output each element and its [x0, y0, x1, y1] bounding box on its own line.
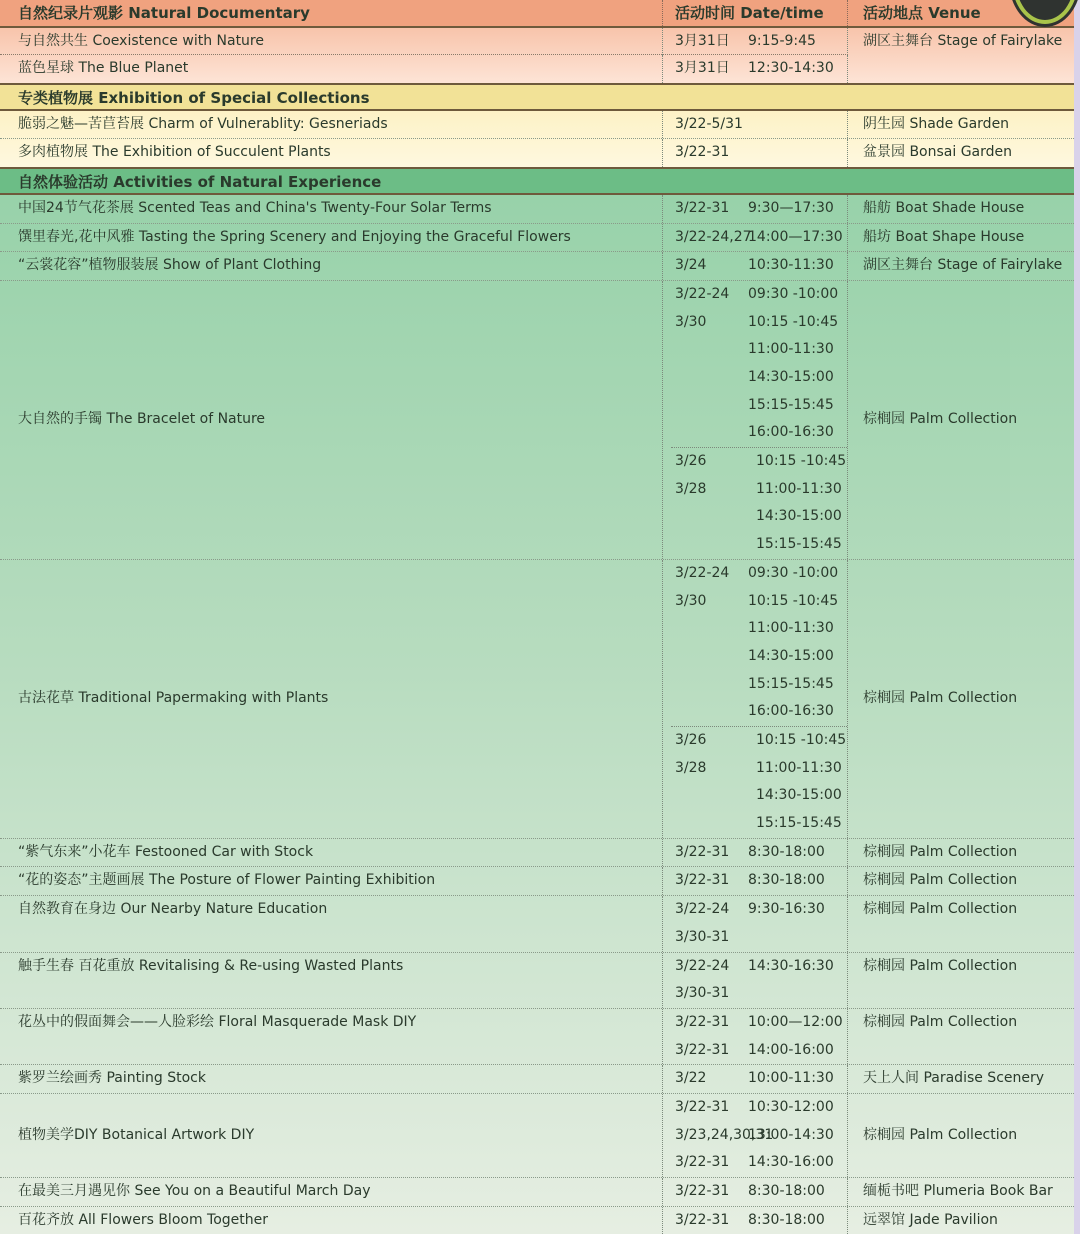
- slot-date: 3/30: [675, 313, 707, 330]
- time-slot: [671, 503, 847, 531]
- venue-text: 棕榈园 Palm Collection: [863, 1126, 1018, 1143]
- event-name: [0, 839, 662, 867]
- event-venue: [848, 1009, 1074, 1064]
- time-slot: [671, 782, 847, 810]
- section-body: [0, 195, 1074, 1234]
- time-group: [663, 139, 847, 167]
- event-name-text: “云裳花容”植物服装展 Show of Plant Clothing: [18, 257, 322, 274]
- event-venue: [848, 139, 1074, 167]
- venue-text: 远翠馆 Jade Pavilion: [863, 1211, 998, 1228]
- slot-date: 3/22-31: [675, 199, 730, 216]
- event-venue: [848, 1178, 1074, 1206]
- date-time-cell: [662, 55, 848, 83]
- event-name-text: 馔里春光,花中风雅 Tasting the Spring Scenery and Enjoying the Graceful Flowers: [18, 228, 571, 245]
- venue-text: 船舫 Boat Shade House: [863, 199, 1025, 216]
- event-venue: [848, 1207, 1074, 1234]
- slot-time: 15:15-15:45: [756, 536, 842, 553]
- slot-time: [748, 924, 847, 952]
- time-slot: [671, 531, 847, 559]
- time-slot: [663, 1037, 847, 1065]
- time-slot: [663, 1094, 847, 1122]
- slot-date: [663, 392, 748, 420]
- slot-date: 3/22-5/31: [675, 115, 743, 132]
- time-group: [663, 839, 847, 867]
- time-group: [663, 1178, 847, 1206]
- slot-time: [748, 980, 847, 1008]
- slot-date: 3/22-31: [675, 144, 730, 161]
- slot-date: 3/28: [675, 759, 707, 776]
- table-row: [0, 111, 1074, 140]
- time-group: [663, 55, 847, 83]
- date-time-cell: [662, 867, 848, 895]
- section-0: [0, 0, 1074, 83]
- time-slot: [663, 1149, 847, 1177]
- time-slot: [663, 28, 847, 56]
- time-slot: [671, 755, 847, 783]
- time-slot: [663, 867, 847, 895]
- table-row: [0, 1178, 1074, 1207]
- table-row: [0, 224, 1074, 253]
- event-name-text: 蓝色星球 The Blue Planet: [18, 60, 189, 77]
- time-slot: [671, 448, 847, 476]
- slot-date: 3/22-24: [675, 564, 730, 581]
- slot-date: 3/30: [675, 592, 707, 609]
- time-slot: [663, 195, 847, 223]
- event-name: [0, 252, 662, 280]
- time-group: [663, 1207, 847, 1234]
- slot-time: 10:15 -10:45: [756, 453, 847, 470]
- slot-time: 9:30—17:30: [748, 199, 834, 216]
- slot-time: 16:00-16:30: [748, 703, 834, 720]
- event-venue: [848, 252, 1074, 280]
- slot-time: 09:30 -10:00: [748, 564, 839, 581]
- event-venue: [848, 560, 1074, 838]
- event-name: [0, 139, 662, 167]
- event-name: [0, 224, 662, 252]
- event-name: [0, 195, 662, 223]
- slot-date: 3/22-24,27: [675, 228, 752, 245]
- slot-time: 14:30-16:30: [748, 957, 834, 974]
- date-time-cell: [662, 1065, 848, 1093]
- slot-time: [748, 139, 847, 167]
- time-slot: [663, 281, 847, 309]
- date-time-cell: [662, 896, 848, 951]
- table-row: [0, 1009, 1074, 1065]
- time-slot: [663, 588, 847, 616]
- slot-date: 3/22-31: [675, 1098, 730, 1115]
- slot-date: [663, 336, 748, 364]
- time-slot: [671, 727, 847, 755]
- event-name: [0, 1178, 662, 1206]
- date-time-cell: [662, 953, 848, 1008]
- slot-date: 3/22-24: [675, 285, 730, 302]
- venue-column-header: 活动地点 Venue: [863, 4, 981, 22]
- time-group: [663, 1009, 847, 1064]
- venue-text: 湖区主舞台 Stage of Fairylake: [863, 32, 1063, 49]
- event-name: [0, 1065, 662, 1093]
- section-header: [0, 83, 1074, 111]
- time-group: [663, 560, 847, 726]
- time-slot: [663, 1207, 847, 1234]
- time-slot: [663, 1065, 847, 1093]
- slot-date: [663, 419, 748, 447]
- slot-date: 3/30-31: [675, 928, 730, 945]
- slot-time: 14:30-15:00: [756, 787, 842, 804]
- section-body: [0, 111, 1074, 167]
- time-slot: [663, 953, 847, 981]
- time-slot: [663, 224, 847, 252]
- slot-time: [748, 111, 847, 139]
- time-slot: [671, 476, 847, 504]
- slot-date: 3/22-31: [675, 1154, 730, 1171]
- time-slot: [663, 980, 847, 1008]
- time-slot: [663, 309, 847, 337]
- time-slot: [663, 839, 847, 867]
- date-time-cell: [662, 111, 848, 139]
- date-time-cell: [662, 224, 848, 252]
- slot-time: 8:30-18:00: [748, 872, 825, 889]
- section-header: [0, 167, 1074, 195]
- venue-text: 棕榈园 Palm Collection: [863, 843, 1018, 860]
- event-venue: [848, 953, 1074, 1008]
- page-edge: [1074, 0, 1080, 1219]
- slot-time: 12:30-14:30: [748, 60, 834, 77]
- table-row: [0, 28, 1074, 56]
- time-slot: [663, 111, 847, 139]
- event-name-text: 大自然的手镯 The Bracelet of Nature: [18, 411, 266, 428]
- time-slot: [663, 419, 847, 447]
- time-slot: [663, 1009, 847, 1037]
- event-name-text: 自然教育在身边 Our Nearby Nature Education: [18, 901, 328, 918]
- event-name: [0, 55, 662, 83]
- table-row: [0, 1094, 1074, 1178]
- date-time-cell: [662, 281, 848, 559]
- event-name-text: 百花齐放 All Flowers Bloom Together: [18, 1211, 269, 1228]
- table-row: [0, 867, 1074, 896]
- venue-text: 棕榈园 Palm Collection: [863, 689, 1018, 706]
- event-venue: [848, 867, 1074, 895]
- venue-text: 天上人间 Paradise Scenery: [863, 1070, 1045, 1087]
- section-body: [0, 28, 1074, 83]
- event-venue: [848, 896, 1074, 951]
- section-title: 自然体验活动 Activities of Natural Experience: [18, 173, 382, 192]
- table-row: [0, 139, 1074, 167]
- table-row: [0, 953, 1074, 1009]
- event-name-text: 与自然共生 Coexistence with Nature: [18, 32, 264, 49]
- slot-time: 10:30-11:30: [748, 257, 834, 274]
- slot-time: 14:30-15:00: [756, 508, 842, 525]
- venue-text: 阴生园 Shade Garden: [863, 115, 1010, 132]
- slot-date: 3/26: [675, 453, 707, 470]
- date-time-cell: [662, 1094, 848, 1177]
- event-name-text: 触手生春 百花重放 Revitalising & Re-using Wasted Plants: [18, 957, 404, 974]
- time-slot: [663, 671, 847, 699]
- event-name-text: 紫罗兰绘画秀 Painting Stock: [18, 1070, 206, 1087]
- table-row: [0, 560, 1074, 839]
- date-time-cell: [662, 1009, 848, 1064]
- time-group: [663, 195, 847, 223]
- event-venue: [848, 195, 1074, 223]
- slot-time: 10:00—12:00: [748, 1013, 843, 1030]
- time-slot: [663, 615, 847, 643]
- slot-time: 13:00-14:30: [748, 1126, 834, 1143]
- time-group: [663, 111, 847, 139]
- slot-date: 3/28: [675, 480, 707, 497]
- event-name: [0, 281, 662, 559]
- slot-time: 8:30-18:00: [748, 1211, 825, 1228]
- slot-time: 10:30-12:00: [748, 1098, 834, 1115]
- event-name: [0, 896, 662, 951]
- event-name-text: 古法花草 Traditional Papermaking with Plants: [18, 689, 329, 706]
- event-name-text: 多肉植物展 The Exhibition of Succulent Plants: [18, 144, 331, 161]
- time-group: [663, 953, 847, 1008]
- slot-date: 3/30-31: [675, 985, 730, 1002]
- event-venue: [848, 1094, 1074, 1177]
- slot-time: 9:15-9:45: [748, 32, 816, 49]
- time-group: [663, 867, 847, 895]
- time-group: [663, 224, 847, 252]
- venue-text: 缅栀书吧 Plumeria Book Bar: [863, 1183, 1053, 1200]
- slot-date: [671, 782, 756, 810]
- event-name-text: “紫气东来”小花车 Festooned Car with Stock: [18, 843, 314, 860]
- date-time-cell: [662, 1178, 848, 1206]
- venue-text: 棕榈园 Palm Collection: [863, 901, 1018, 918]
- time-slot: [663, 698, 847, 726]
- event-venue: [848, 281, 1074, 559]
- event-name: [0, 1094, 662, 1177]
- slot-time: 14:00-16:00: [748, 1041, 834, 1058]
- slot-date: 3/22-31: [675, 1183, 730, 1200]
- slot-time: 14:00—17:30: [748, 228, 843, 245]
- event-venue: [848, 55, 1074, 83]
- date-time-column-header: 活动时间 Date/time: [662, 0, 848, 26]
- event-name: [0, 560, 662, 838]
- slot-time: 11:00-11:30: [748, 620, 834, 637]
- venue-text: 盆景园 Bonsai Garden: [863, 144, 1013, 161]
- slot-date: [663, 698, 748, 726]
- table-row: [0, 252, 1074, 281]
- slot-date: 3/24: [675, 257, 707, 274]
- table-row: [0, 281, 1074, 560]
- event-name: [0, 28, 662, 56]
- time-slot: [663, 643, 847, 671]
- section-2: [0, 167, 1074, 1234]
- time-group: [663, 281, 847, 447]
- time-group: [663, 1065, 847, 1093]
- slot-time: 10:15 -10:45: [756, 731, 847, 748]
- venue-text: 棕榈园 Palm Collection: [863, 872, 1018, 889]
- event-name-text: “花的姿态”主题画展 The Posture of Flower Painting Exhibition: [18, 872, 436, 889]
- table-row: [0, 55, 1074, 83]
- section-1: [0, 83, 1074, 167]
- time-slot: [663, 139, 847, 167]
- slot-date: 3月31日: [675, 60, 730, 77]
- slot-date: 3/22-31: [675, 1041, 730, 1058]
- event-venue: [848, 839, 1074, 867]
- slot-time: 9:30-16:30: [748, 901, 825, 918]
- slot-time: 15:15-15:45: [748, 396, 834, 413]
- slot-date: 3/22-24: [675, 901, 730, 918]
- slot-time: 10:15 -10:45: [748, 592, 839, 609]
- slot-date: [663, 615, 748, 643]
- event-name: [0, 1009, 662, 1064]
- event-venue: [848, 1065, 1074, 1093]
- slot-time: 14:30-16:00: [748, 1154, 834, 1171]
- time-slot: [663, 924, 847, 952]
- event-name-text: 花丛中的假面舞会——人脸彩绘 Floral Masquerade Mask DIY: [18, 1013, 417, 1030]
- slot-time: 11:00-11:30: [756, 759, 842, 776]
- slot-time: 11:00-11:30: [756, 480, 842, 497]
- time-slot: [663, 392, 847, 420]
- slot-date: [663, 643, 748, 671]
- time-group: [663, 896, 847, 951]
- table-row: [0, 839, 1074, 868]
- time-slot: [663, 560, 847, 588]
- slot-date: 3/22-31: [675, 872, 730, 889]
- date-time-cell: [662, 839, 848, 867]
- table-row: [0, 1207, 1074, 1234]
- time-slot: [663, 252, 847, 280]
- slot-date: [671, 503, 756, 531]
- slot-time: 14:30-15:00: [748, 369, 834, 386]
- slot-date: [663, 671, 748, 699]
- venue-text: 棕榈园 Palm Collection: [863, 1013, 1018, 1030]
- slot-date: 3/22-31: [675, 1013, 730, 1030]
- slot-time: 8:30-18:00: [748, 843, 825, 860]
- slot-date: 3/26: [675, 731, 707, 748]
- slot-date: [663, 364, 748, 392]
- event-name: [0, 953, 662, 1008]
- table-row: [0, 195, 1074, 224]
- time-slot: [663, 55, 847, 83]
- slot-time: 15:15-15:45: [748, 675, 834, 692]
- slot-date: 3/23,24,30,31: [675, 1126, 774, 1143]
- table-row: [0, 896, 1074, 952]
- event-name: [0, 867, 662, 895]
- time-group: [663, 252, 847, 280]
- event-venue: [848, 28, 1074, 56]
- section-header: [0, 0, 1074, 28]
- event-name-text: 脆弱之魅—苦苣苔展 Charm of Vulnerablity: Gesneriads: [18, 115, 388, 132]
- slot-date: 3/22: [675, 1070, 707, 1087]
- section-title: 自然纪录片观影 Natural Documentary: [18, 4, 310, 22]
- time-slot: [663, 336, 847, 364]
- slot-date: [671, 531, 756, 559]
- slot-time: 10:15 -10:45: [748, 313, 839, 330]
- slot-time: 15:15-15:45: [756, 815, 842, 832]
- date-time-cell: [662, 28, 848, 56]
- slot-time: 16:00-16:30: [748, 424, 834, 441]
- event-name: [0, 111, 662, 139]
- venue-text: 湖区主舞台 Stage of Fairylake: [863, 257, 1063, 274]
- date-time-cell: [662, 560, 848, 838]
- slot-date: 3月31日: [675, 32, 730, 49]
- slot-date: 3/22-31: [675, 1211, 730, 1228]
- slot-date: 3/22-24: [675, 957, 730, 974]
- section-title: 专类植物展 Exhibition of Special Collections: [18, 89, 370, 108]
- slot-time: 11:00-11:30: [748, 341, 834, 358]
- venue-text: 棕榈园 Palm Collection: [863, 957, 1018, 974]
- time-group: [663, 28, 847, 56]
- slot-date: [671, 810, 756, 838]
- time-slot: [671, 810, 847, 838]
- event-name-text: 植物美学DIY Botanical Artwork DIY: [18, 1126, 255, 1143]
- event-venue: [848, 111, 1074, 139]
- date-time-cell: [662, 252, 848, 280]
- table-row: [0, 1065, 1074, 1094]
- slot-time: 14:30-15:00: [748, 647, 834, 664]
- time-group: [671, 726, 847, 838]
- slot-time: 10:00-11:30: [748, 1070, 834, 1087]
- time-slot: [663, 896, 847, 924]
- time-slot: [663, 364, 847, 392]
- event-name: [0, 1207, 662, 1234]
- date-time-cell: [662, 139, 848, 167]
- date-time-cell: [662, 195, 848, 223]
- time-group: [671, 447, 847, 559]
- slot-time: 09:30 -10:00: [748, 285, 839, 302]
- slot-time: 8:30-18:00: [748, 1183, 825, 1200]
- venue-text: 船坊 Boat Shape House: [863, 228, 1025, 245]
- time-slot: [663, 1122, 847, 1150]
- slot-date: 3/22-31: [675, 843, 730, 860]
- date-time-cell: [662, 1207, 848, 1234]
- venue-text: 棕榈园 Palm Collection: [863, 411, 1018, 428]
- time-group: [663, 1094, 847, 1177]
- event-venue: [848, 224, 1074, 252]
- event-name-text: 中国24节气花茶展 Scented Teas and China's Twenty-Four Solar Terms: [18, 199, 492, 216]
- event-name-text: 在最美三月遇见你 See You on a Beautiful March Day: [18, 1183, 371, 1200]
- time-slot: [663, 1178, 847, 1206]
